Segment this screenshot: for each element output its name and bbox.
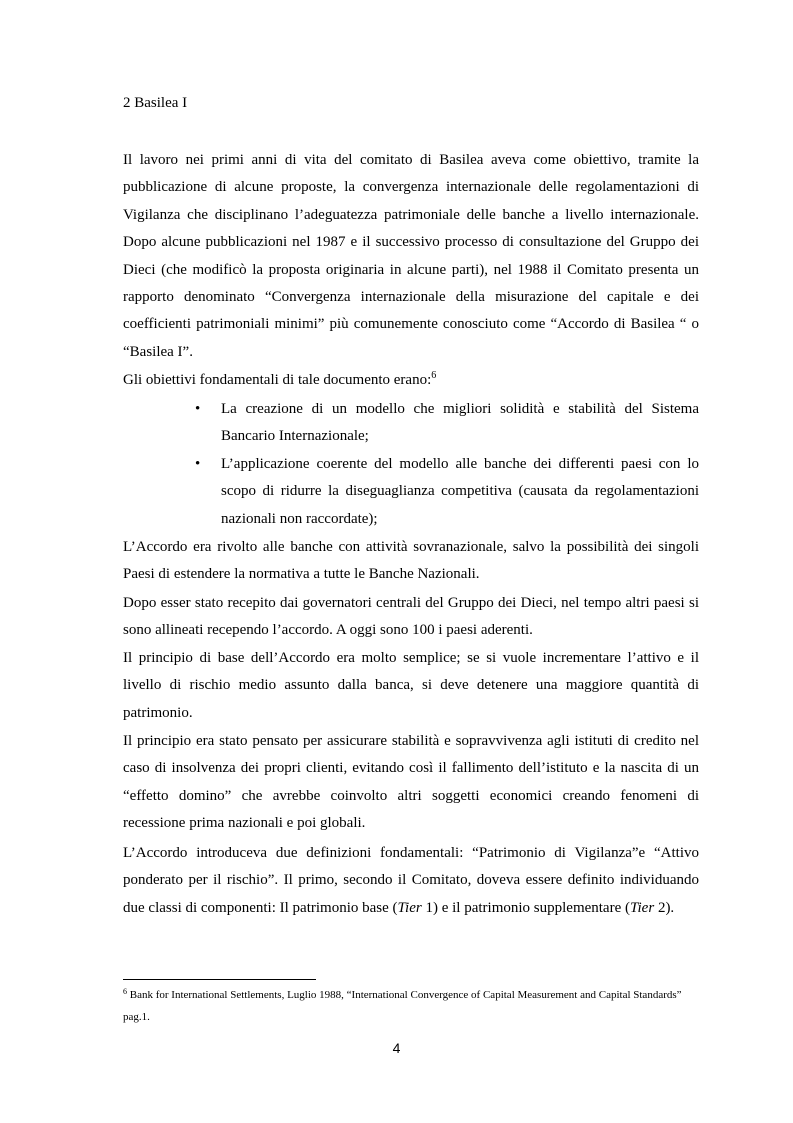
page-number: 4 (392, 1040, 401, 1056)
paragraph-purpose: Il principio era stato pensato per assicurare stabilità e sopravvivenza agli istituti di credito nel caso di insolvenza dei propri clienti, evitando così il fallimento dell’istituto e la nascita di un “effetto domino” che avrebbe coinvolto altri soggetti economici creando fenomeni di recessione prima nazionali e poi globali. (123, 733, 699, 832)
list-item (195, 396, 699, 451)
definitions-text-b: 1) e il patrimonio supplementare ( (421, 899, 630, 916)
footnote-separator (123, 979, 316, 980)
paragraph-objectives-intro (123, 367, 699, 394)
footnote (123, 984, 699, 1028)
definitions-text-c: 2). (654, 899, 675, 916)
paragraph-definitions (123, 840, 699, 922)
paragraph-adoption: Dopo esser stato recepito dai governatori centrali del Gruppo dei Dieci, nel tempo altri paesi si sono allineati recependo l’accordo. A oggi sono 100 i paesi aderenti. (123, 595, 699, 639)
footnote-number: 6 (123, 987, 127, 996)
tier-term: Tier (397, 899, 422, 916)
section-heading: 2 Basilea I (123, 95, 188, 111)
bullet-icon: • (195, 455, 201, 472)
paragraph-scope: L’Accordo era rivolto alle banche con attività sovranazionale, salvo la possibilità dei singoli Paesi di estendere la normativa a tutte le Banche Nazionali. (123, 539, 699, 583)
paragraph-principle: Il principio di base dell’Accordo era molto semplice; se si vuole incrementare l’attivo e il livello di rischio medio assunto dalla banca, si deve detenere una maggiore quantità di patrimonio. (123, 650, 699, 721)
definitions-text-a: L’Accordo introduceva due definizioni fondamentali: “Patrimonio di Vigilanza”e “Attivo ponderato per il rischio”. Il primo, secondo il Comitato, doveva essere definito individuando due classi di componenti: Il patrimonio base ( (123, 845, 699, 916)
tier-term: Tier (630, 899, 655, 916)
list-item (195, 451, 699, 533)
list-item-text: La creazione di un modello che migliori solidità e stabilità del Sistema Bancario Internazionale; (221, 401, 699, 445)
paragraph-intro: Il lavoro nei primi anni di vita del comitato di Basilea aveva come obiettivo, tramite la pubblicazione di alcune proposte, la convergenza internazionale delle regolamentazioni di Vigilanza che disciplinano l’adeguatezza patrimoniale delle banche a livello internazionale. Dopo alcune pubblicazioni nel 1987 e il successivo processo di consultazione del Gruppo dei Dieci (che modificò la proposta originaria in alcune parti), nel 1988 il Comitato presenta un rapporto denominato “Convergenza internazionale della misurazione del capitale e dei coefficienti patrimoniali minimi” più comunemente conosciuto come “Accordo di Basilea “ o “Basilea I”. (123, 152, 699, 360)
footnote-ref[interactable]: 6 (431, 370, 437, 381)
list-item-text: L’applicazione coerente del modello alle banche dei differenti paesi con lo scopo di ridurre la diseguaglianza competitiva (causata da regolamentazioni nazionali non raccordate); (221, 455, 699, 527)
objectives-list (195, 396, 699, 533)
objectives-text: Gli obiettivi fondamentali di tale documento erano: (123, 372, 432, 388)
footnote-text: Bank for International Settlements, Luglio 1988, “International Convergence of Capital Measurement and Capital Standards” pag.1. (123, 989, 682, 1023)
bullet-icon: • (195, 401, 201, 417)
